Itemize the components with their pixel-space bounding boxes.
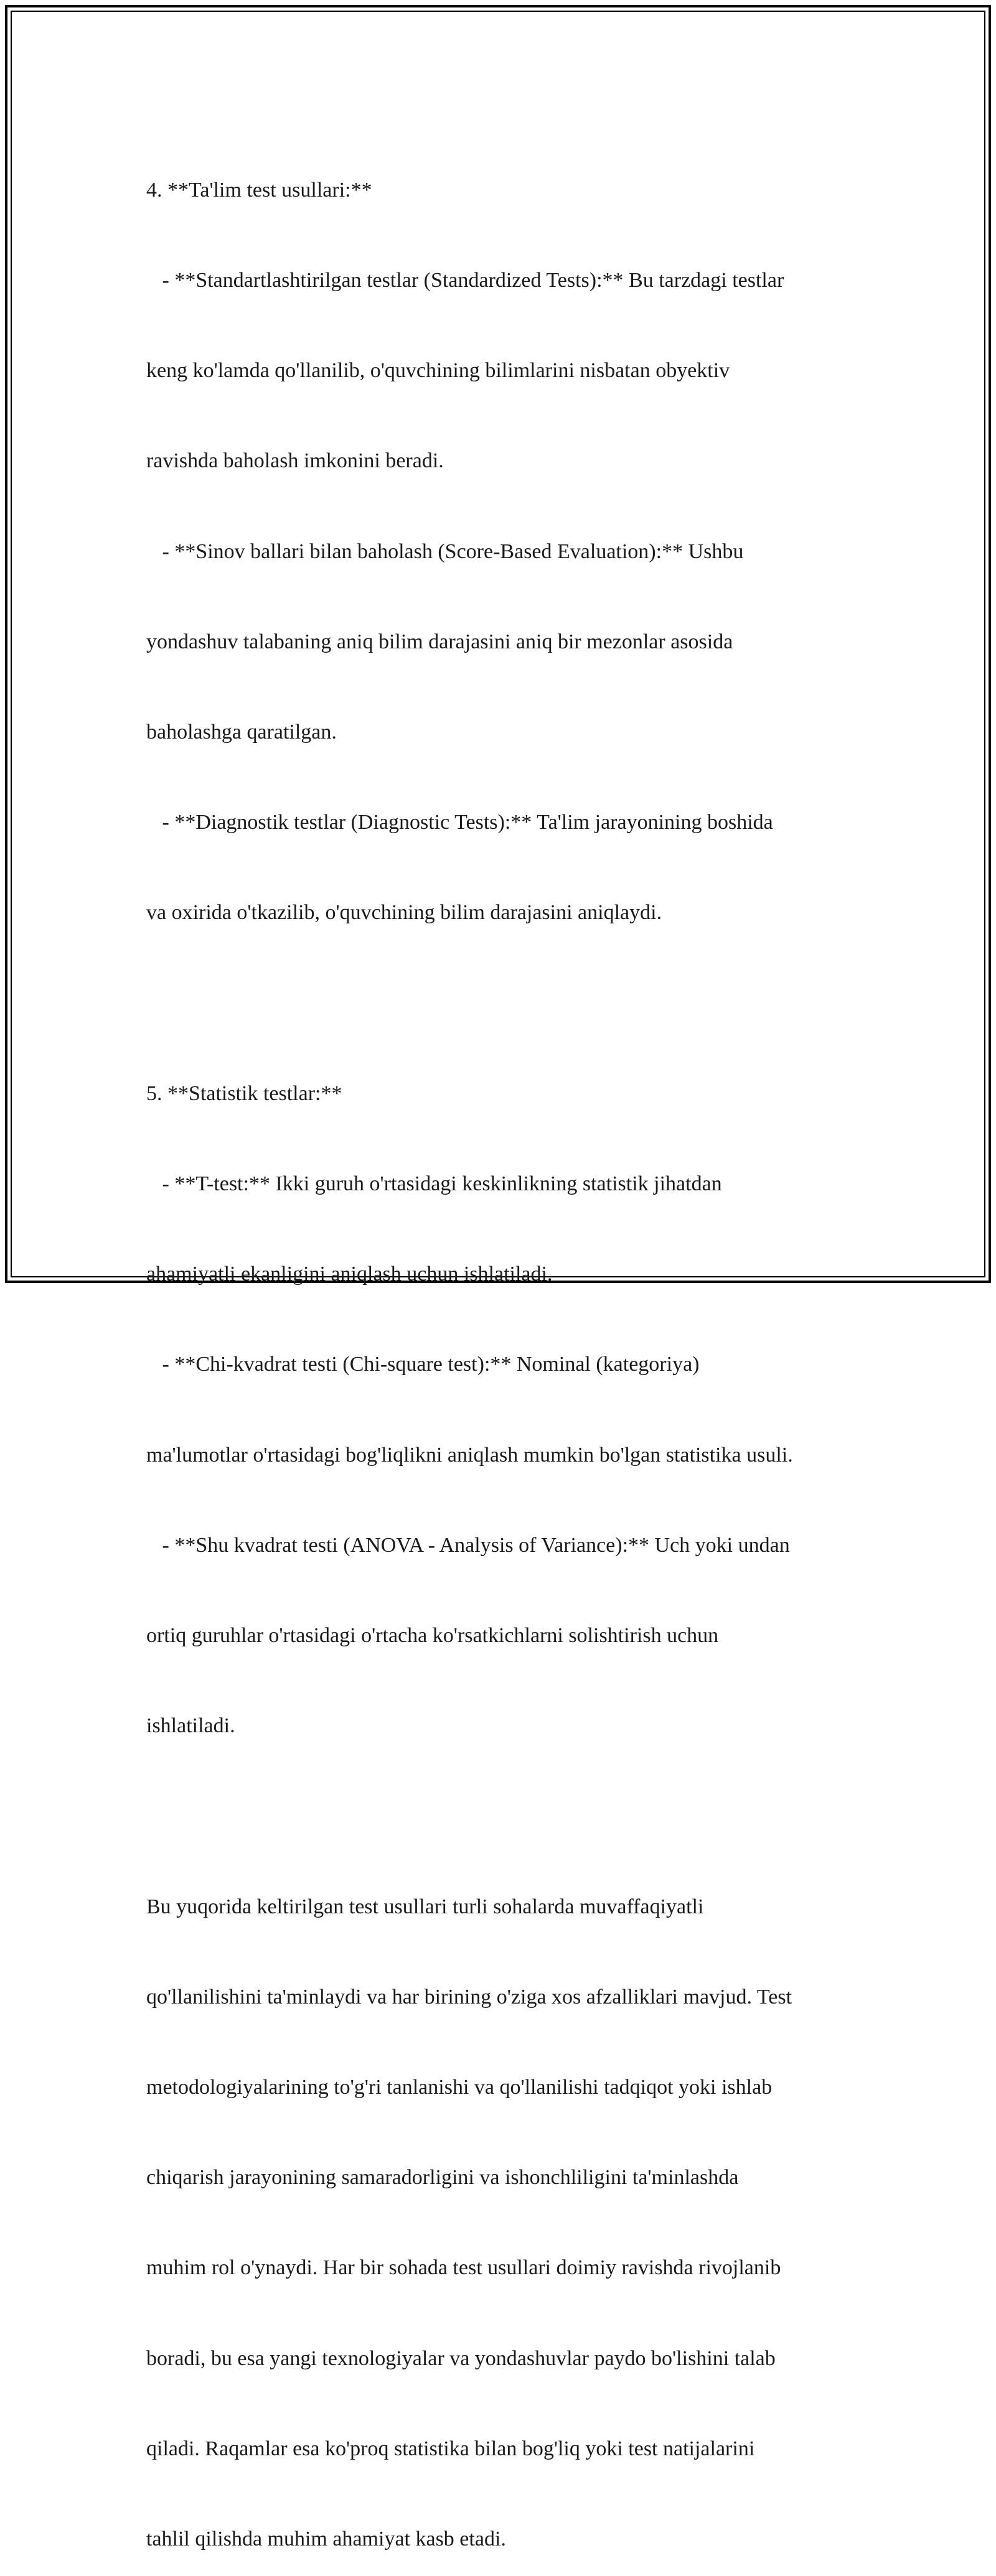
conclusion-line: qo'llanilishini ta'minlaydi va har birining o'ziga xos afzalliklari mavjud. Test bbox=[146, 1985, 792, 2009]
conclusion-line: boradi, bu esa yangi texnologiyalar va yondashuvlar paydo bo'lishini talab bbox=[146, 2346, 776, 2370]
text-line: ishlatiladi. bbox=[146, 1714, 235, 1738]
section-5-heading: 5. **Statistik testlar:** bbox=[146, 1081, 342, 1105]
conclusion-line: Bu yuqorida keltirilgan test usullari turli sohalarda muvaffaqiyatli bbox=[146, 1895, 704, 1918]
text-line: ortiq guruhlar o'rtasidagi o'rtacha ko'rsatkichlarni solishtirish uchun bbox=[146, 1624, 719, 1648]
text-line: - **Diagnostik testlar (Diagnostic Tests):** Ta'lim jarayonining boshida bbox=[146, 811, 773, 834]
text-line: - **Standartlashtirilgan testlar (Standardized Tests):** Bu tarzdagi testlar bbox=[146, 269, 784, 292]
text-line: ravishda baholash imkonini beradi. bbox=[146, 449, 444, 473]
paragraph-gap bbox=[146, 989, 862, 1019]
paragraph-gap bbox=[146, 1801, 862, 1831]
conclusion-line: qiladi. Raqamlar esa ko'proq statistika bilan bog'liq yoki test natijalarini bbox=[146, 2437, 755, 2460]
text-line: - **T-test:** Ikki guruh o'rtasidagi keskinlikning statistik jihatdan bbox=[146, 1172, 722, 1196]
text-line: - **Chi-kvadrat testi (Chi-square test):** Nominal (kategoriya) bbox=[146, 1353, 700, 1376]
text-line: yondashuv talabaning aniq bilim darajasini aniq bir mezonlar asosida bbox=[146, 630, 733, 653]
text-line: baholashga qaratilgan. bbox=[146, 721, 337, 744]
text-line: va oxirida o'tkazilib, o'quvchining bilim darajasini aniqlaydi. bbox=[146, 901, 662, 925]
document-body bbox=[146, 115, 862, 2576]
text-line: keng ko'lamda qo'llanilib, o'quvchining bilimlarini nisbatan obyektiv bbox=[146, 359, 730, 383]
text-line: ma'lumotlar o'rtasidagi bog'liqlikni aniqlash mumkin bo'lgan statistika usuli. bbox=[146, 1443, 793, 1467]
conclusion-line: metodologiyalarining to'g'ri tanlanishi va qo'llanilishi tadqiqot yoki ishlab bbox=[146, 2076, 773, 2099]
text-line: - **Sinov ballari bilan baholash (Score-Based Evaluation):** Ushbu bbox=[146, 539, 744, 563]
text-line: ahamiyatli ekanligini aniqlash uchun ishlatiladi. bbox=[146, 1262, 553, 1286]
conclusion-line: muhim rol o'ynaydi. Har bir sohada test usullari doimiy ravishda rivojlanib bbox=[146, 2256, 781, 2280]
conclusion-line: chiqarish jarayonining samaradorligini va ishonchliligini ta'minlashda bbox=[146, 2166, 739, 2190]
section-4-heading: 4. **Ta'lim test usullari:** bbox=[146, 178, 372, 202]
conclusion-line: tahlil qilishda muhim ahamiyat kasb etadi. bbox=[146, 2527, 506, 2551]
text-line: - **Shu kvadrat testi (ANOVA - Analysis of Variance):** Uch yoki undan bbox=[146, 1533, 790, 1557]
